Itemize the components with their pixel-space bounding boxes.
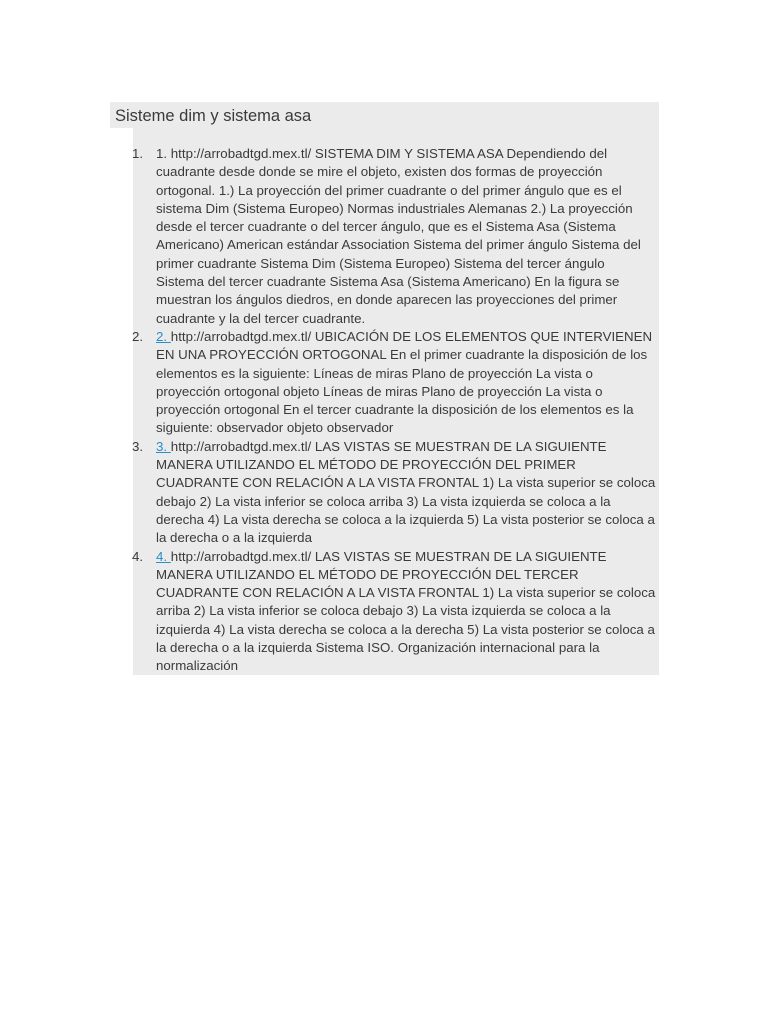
list-item-number: 4.	[132, 548, 144, 564]
slide-link-2[interactable]: 2.	[156, 328, 171, 344]
list-item-text: http://arrobadtgd.mex.tl/ LAS VISTAS SE MUESTRAN DE LA SIGUIENTE MANERA UTILIZANDO EL MÉTODO DE PROYECCIÓN DEL TERCER CUADRANTE CON RELACIÓN A LA VISTA FRONTAL 1) La vista superior se coloca arriba 2) La vista inferior se coloca debajo 3) La vista izquierda se coloca a la izquierda 4) La vista derecha se coloca a la derecha 5) La vista posterior se coloca a la derecha o a la izquierda Sistema ISO. Organización internacional para la normalización	[156, 548, 656, 674]
slide-list	[132, 145, 656, 676]
list-item-number: 3.	[132, 438, 144, 454]
list-item-1	[132, 145, 656, 328]
list-item-text: 1. http://arrobadtgd.mex.tl/ SISTEMA DIM Y SISTEMA ASA Dependiendo del cuadrante desde donde se mire el objeto, existen dos formas de proyección ortogonal. 1.) La proyección del primer cuadrante o del primer ángulo que es el sistema Dim (Sistema Europeo) Normas industriales Alemanas 2.) La proyección desde el tercer cuadrante o del tercer ángulo, que es el Sistema Asa (Sistema Americano) American estándar Association Sistema del primer ángulo Sistema del primer cuadrante Sistema Dim (Sistema Europeo) Sistema del tercer ángulo Sistema del tercer cuadrante Sistema Asa (Sistema Americano) En la figura se muestran los ángulos diedros, en donde aparecen las proyecciones del primer cuadrante y la del tercer cuadrante.	[156, 146, 641, 326]
list-item-number: 1.	[132, 146, 144, 161]
list-item-number: 2.	[132, 328, 144, 344]
slide-link-4[interactable]: 4.	[156, 548, 171, 564]
title-bar	[110, 102, 659, 128]
list-item-2	[132, 328, 656, 438]
document-title: Sisteme dim y sistema asa	[115, 107, 312, 125]
list-item-text: http://arrobadtgd.mex.tl/ UBICACIÓN DE LOS ELEMENTOS QUE INTERVIENEN EN UNA PROYECCIÓN ORTOGONAL En el primer cuadrante la disposición de los elementos es la siguiente: Líneas de miras Plano de proyección La vista o proyección ortogonal objeto Líneas de miras Plano de proyección La vista o proyección ortogonal En el tercer cuadrante la disposición de los elementos es la siguiente: observador objeto observador	[156, 328, 653, 436]
list-item-4	[132, 548, 656, 676]
list-item-text: http://arrobadtgd.mex.tl/ LAS VISTAS SE MUESTRAN DE LA SIGUIENTE MANERA UTILIZANDO EL MÉTODO DE PROYECCIÓN DEL PRIMER CUADRANTE CON RELACIÓN A LA VISTA FRONTAL 1) La vista superior se coloca debajo 2) La vista inferior se coloca arriba 3) La vista izquierda se coloca a la derecha 4) La vista derecha se coloca a la izquierda 5) La vista posterior se coloca a la derecha o a la izquierda	[156, 438, 656, 546]
list-item-3	[132, 438, 656, 548]
slide-link-3[interactable]: 3.	[156, 438, 171, 454]
